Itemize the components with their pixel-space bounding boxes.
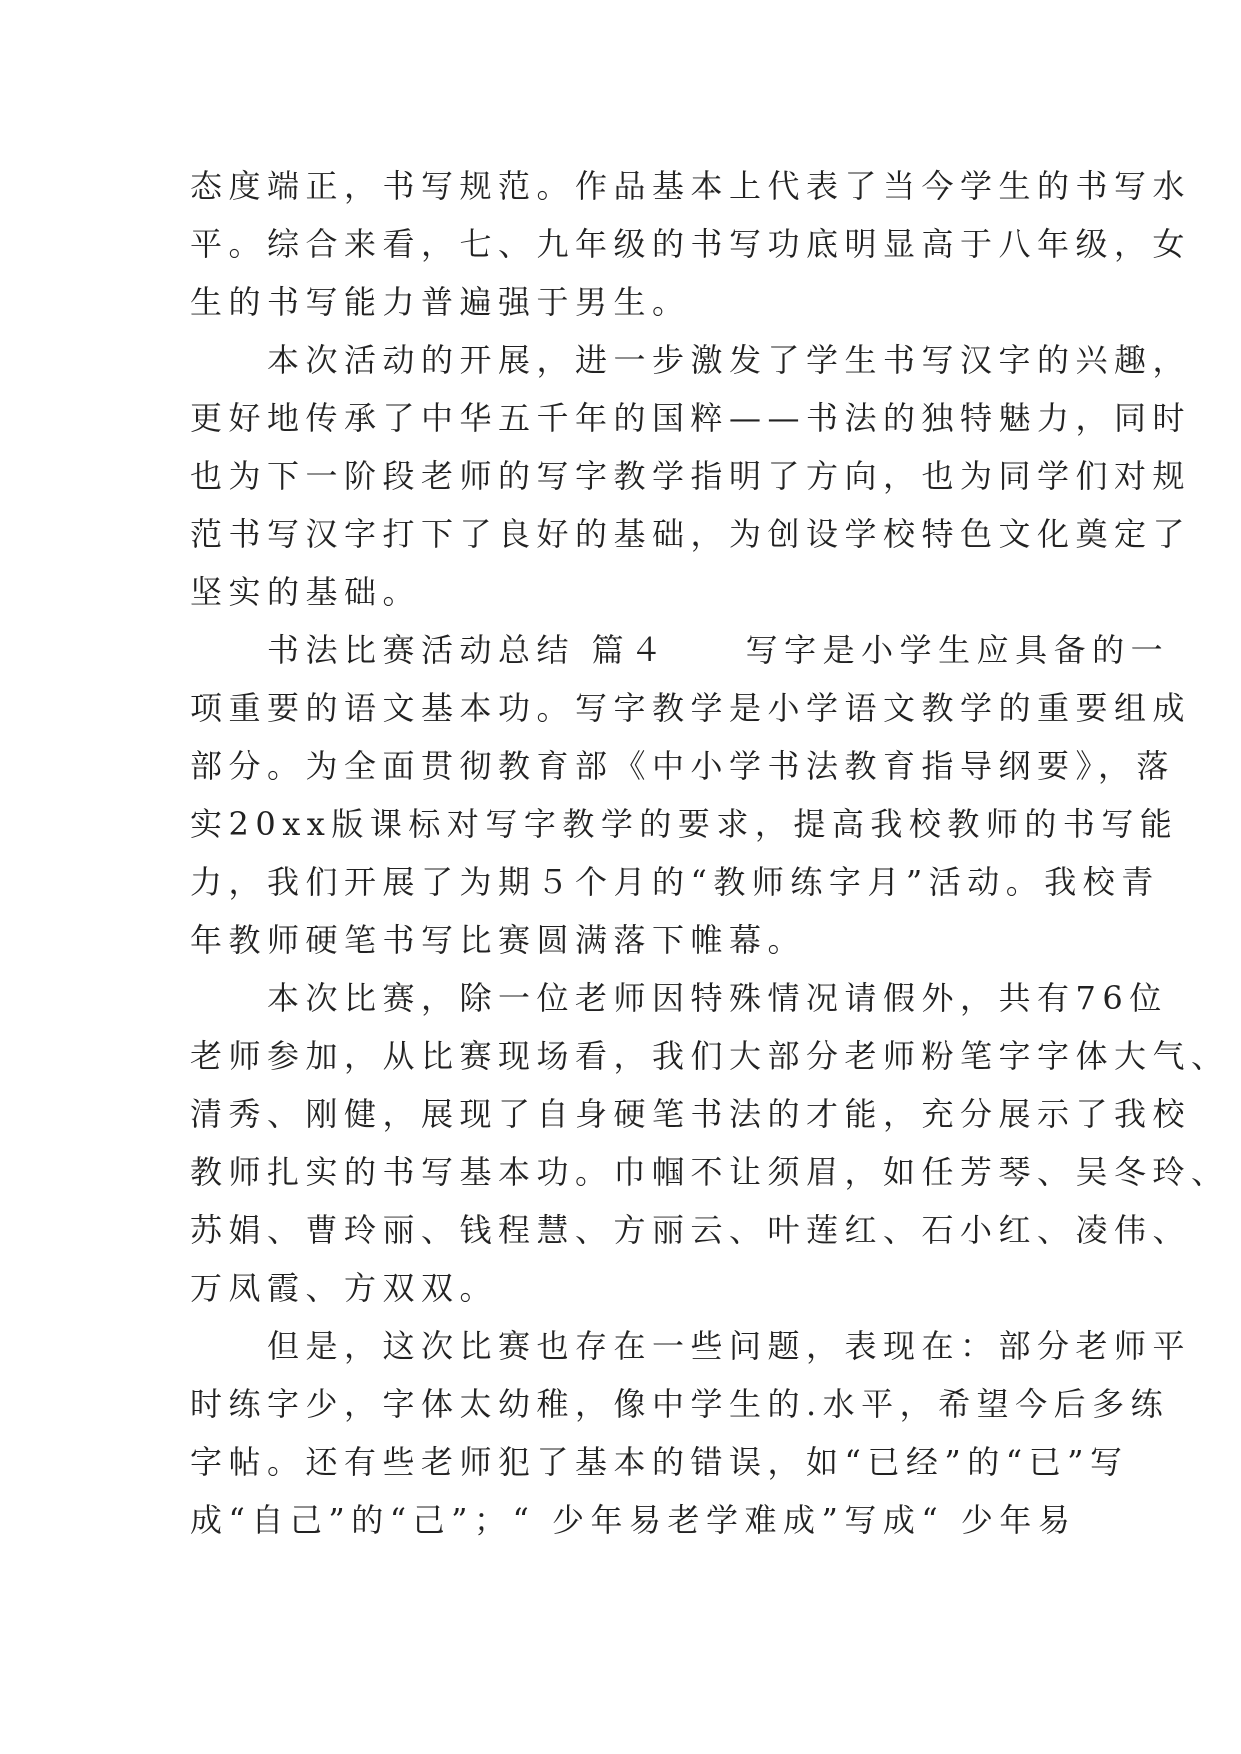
text-line: 本次活动的开展，进一步激发了学生书写汉字的兴趣，: [190, 341, 1192, 379]
text-line: 年教师硬笔书写比赛圆满落下帷幕。: [190, 921, 807, 959]
text-line: 万凤霞、方双双。: [190, 1269, 499, 1307]
text-line: 本次比赛，除一位老师因特殊情况请假外，共有76位: [190, 979, 1168, 1017]
text-line: 平。综合来看，七、九年级的书写功底明显高于八年级，女: [190, 225, 1192, 263]
text-line: 项重要的语文基本功。写字教学是小学语文教学的重要组成: [190, 689, 1192, 727]
text-line: 也为下一阶段老师的写字教学指明了方向，也为同学们对规: [190, 457, 1192, 495]
text-line: 教师扎实的书写基本功。巾帼不让须眉，如任芳琴、吴冬玲、: [190, 1153, 1230, 1191]
document-body: [190, 157, 1230, 1549]
text-line: 老师参加，从比赛现场看，我们大部分老师粉笔字字体大气、: [190, 1037, 1230, 1075]
text-line: 实20xx版课标对写字教学的要求，提高我校教师的书写能: [190, 805, 1179, 843]
text-line: 但是，这次比赛也存在一些问题，表现在：部分老师平: [190, 1327, 1192, 1365]
text-line: 书法比赛活动总结 篇４ 写字是小学生应具备的一: [190, 631, 1170, 669]
text-line: 坚实的基础。: [190, 573, 422, 611]
text-line: 力，我们开展了为期５个月的“教师练字月”活动。我校青: [190, 863, 1160, 901]
text-line: 更好地传承了中华五千年的国粹——书法的独特魅力，同时: [190, 399, 1192, 437]
text-line: 清秀、刚健，展现了自身硬笔书法的才能，充分展示了我校: [190, 1095, 1192, 1133]
text-line: 态度端正，书写规范。作品基本上代表了当今学生的书写水: [190, 167, 1192, 205]
text-line: 时练字少，字体太幼稚，像中学生的.水平，希望今后多练: [190, 1385, 1170, 1423]
text-line: 范书写汉字打下了良好的基础，为创设学校特色文化奠定了: [190, 515, 1192, 553]
text-line: 生的书写能力普遍强于男生。: [190, 283, 691, 321]
text-line: 部分。为全面贯彻教育部《中小学书法教育指导纲要》，落: [190, 747, 1176, 785]
text-line: 字帖。还有些老师犯了基本的错误，如“已经”的“已”写: [190, 1443, 1129, 1481]
text-line: 成“自己”的“己”；“ 少年易老学难成”写成“ 少年易: [190, 1501, 1077, 1539]
text-line: 苏娟、曹玲丽、钱程慧、方丽云、叶莲红、石小红、凌伟、: [190, 1211, 1192, 1249]
